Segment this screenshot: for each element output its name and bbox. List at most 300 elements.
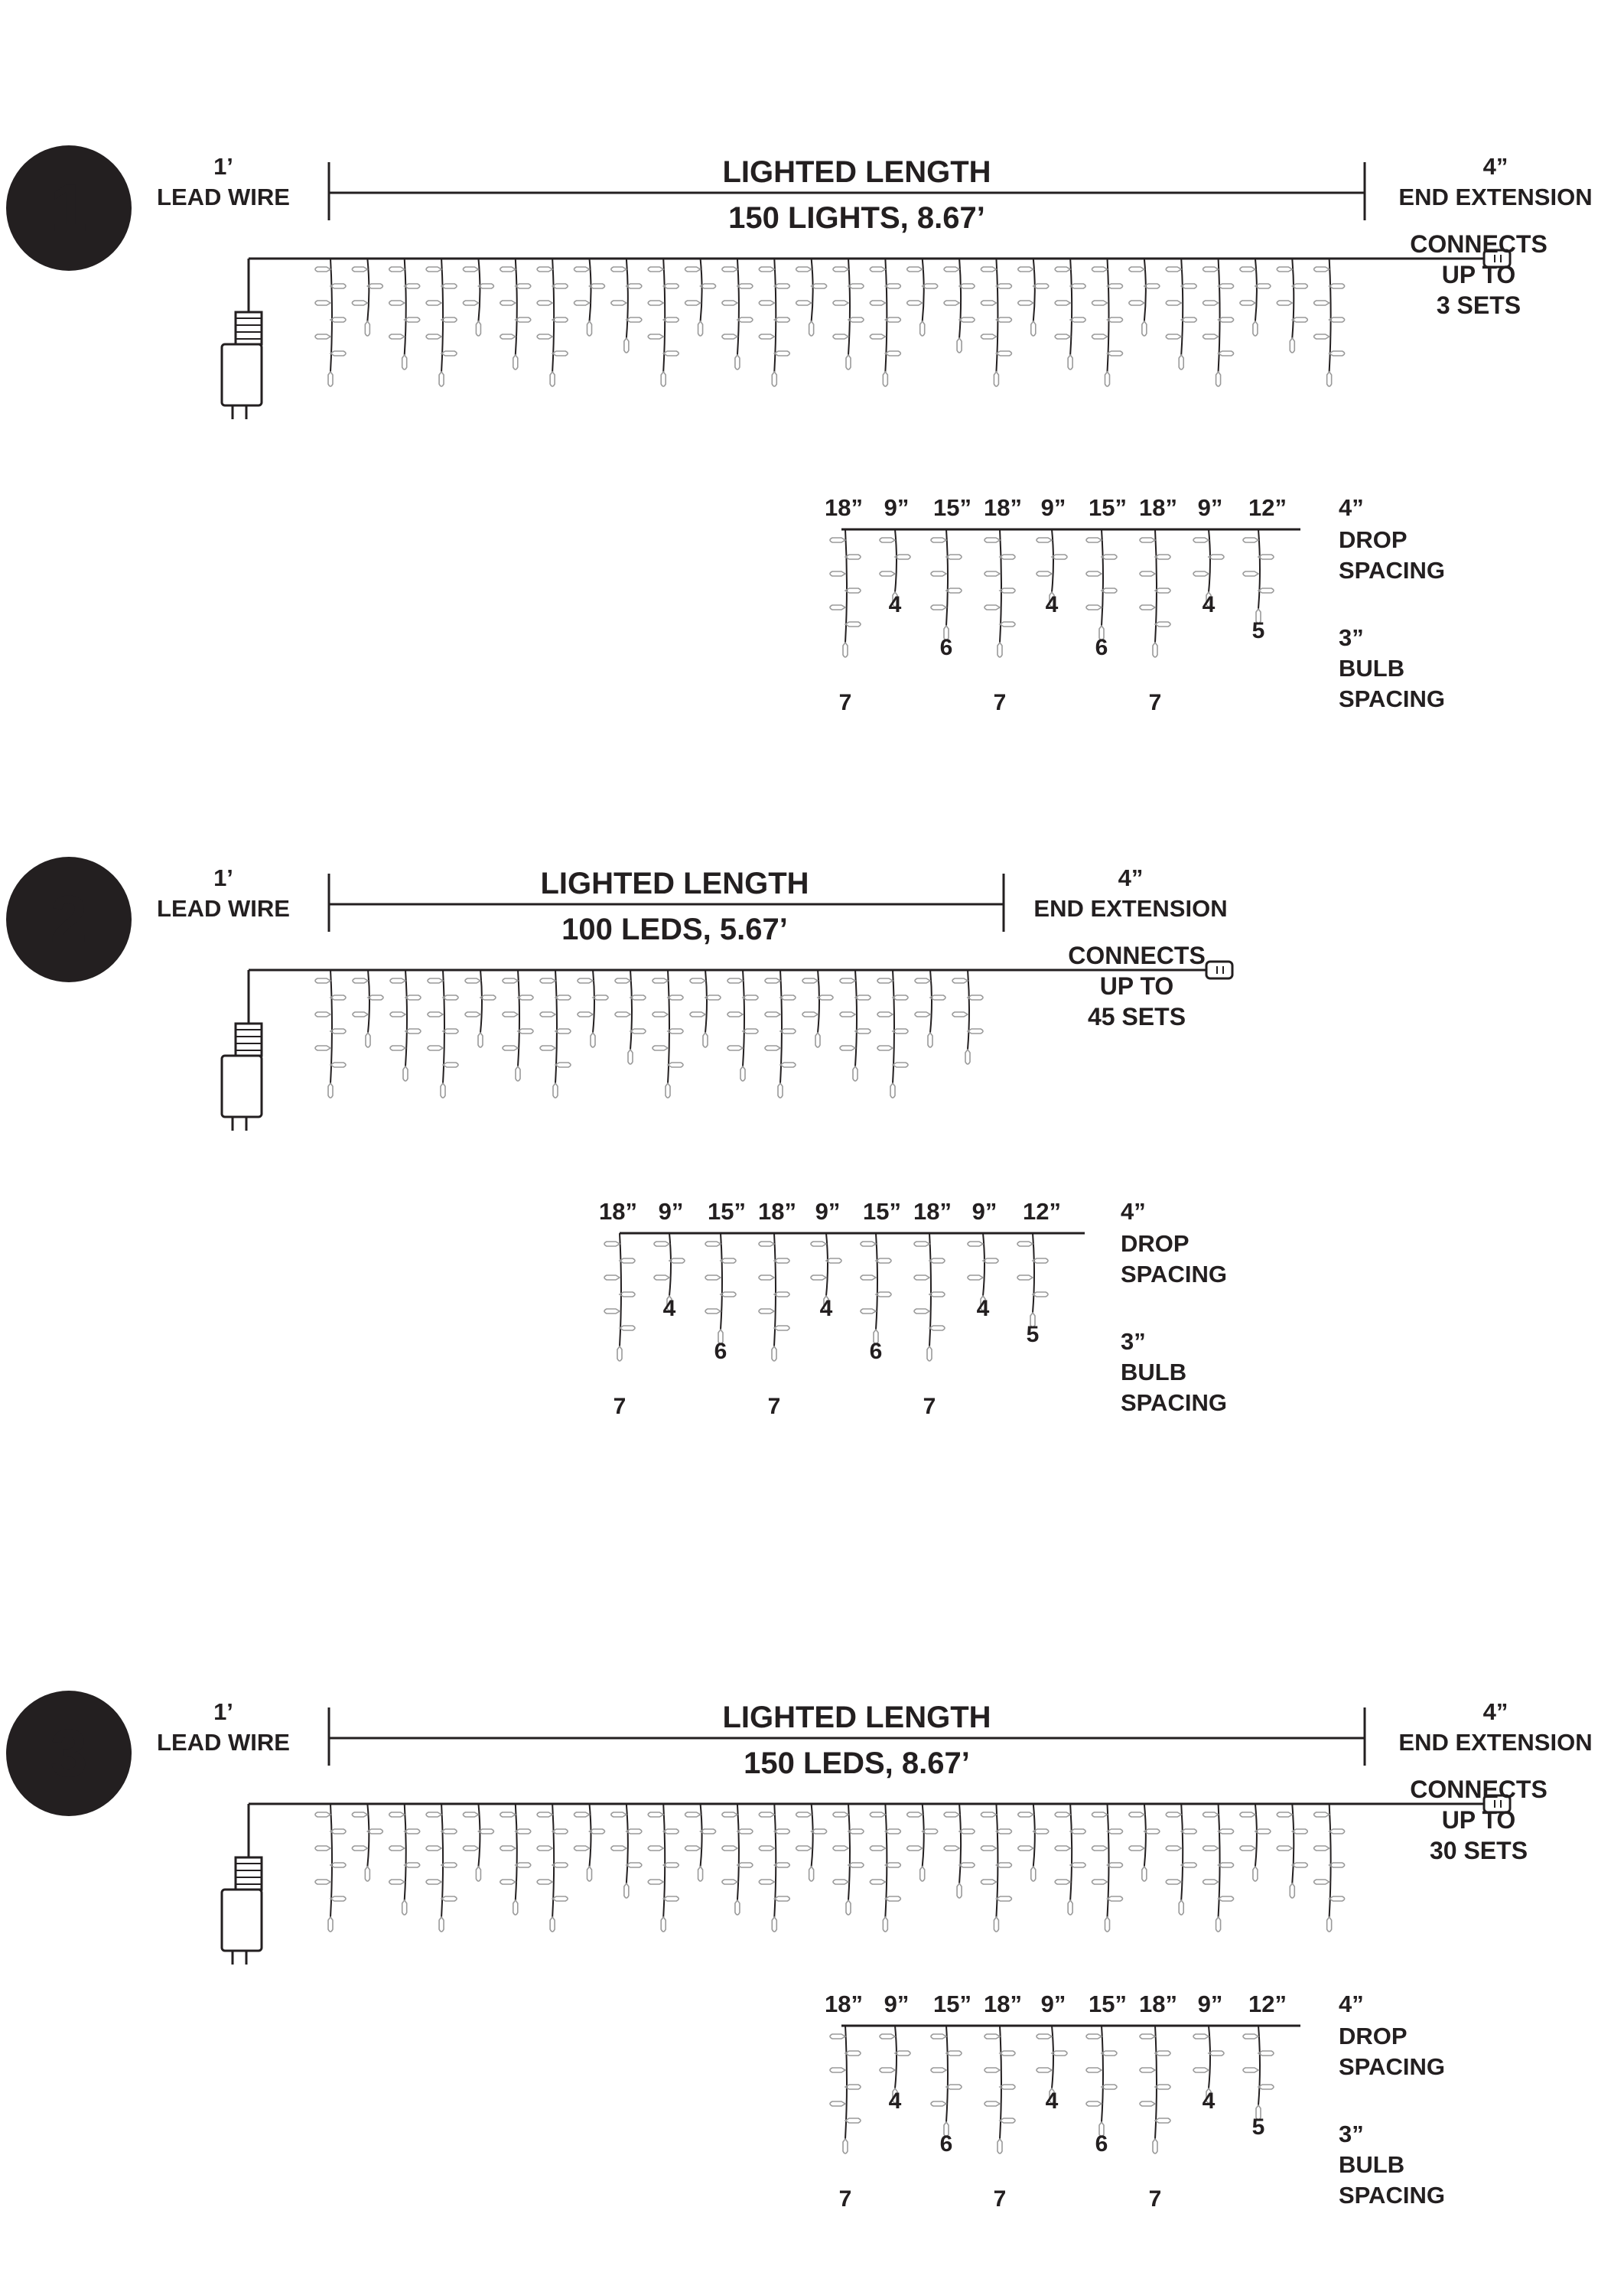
- bulb-icon: [330, 1863, 346, 1867]
- bulb-shape: [1258, 2085, 1274, 2089]
- bulb-icon: [1155, 2118, 1170, 2123]
- bulb-shape: [727, 1046, 743, 1050]
- bulb-icon: [957, 1883, 962, 1898]
- bulb-shape: [330, 284, 346, 288]
- bulb-icon: [1092, 334, 1108, 339]
- bulb-shape: [1129, 1812, 1144, 1817]
- bulb-shape: [500, 1880, 516, 1884]
- bulb-shape: [1253, 1867, 1258, 1881]
- bulb-icon: [1000, 2118, 1015, 2123]
- bulb-icon: [500, 301, 516, 305]
- icicle-drop: [465, 970, 496, 1047]
- bulb-shape: [759, 1812, 774, 1817]
- bulb-icon: [1327, 372, 1332, 386]
- bulb-icon: [774, 1292, 789, 1297]
- bulb-icon: [952, 1012, 968, 1017]
- spacing-header: 18”: [599, 1198, 637, 1225]
- bulb-count: 5: [1026, 1322, 1040, 1347]
- bulb-icon: [1179, 355, 1183, 369]
- bulb-shape: [552, 351, 568, 356]
- bulb-icon: [853, 1066, 858, 1081]
- bulb-shape: [1129, 1846, 1144, 1851]
- bulb-icon: [389, 334, 405, 339]
- bulb-shape: [663, 317, 679, 322]
- drop-wire: [1209, 529, 1210, 592]
- bulb-shape: [1240, 1812, 1255, 1817]
- bulb-icon: [812, 284, 827, 288]
- bulb-icon: [443, 1063, 458, 1067]
- bulb-icon: [690, 1012, 705, 1017]
- bulb-icon: [604, 1309, 620, 1314]
- bulb-shape: [463, 301, 478, 305]
- bulb-icon: [774, 284, 789, 288]
- bulb-shape: [981, 1812, 996, 1817]
- bulb-shape: [555, 1063, 571, 1067]
- icicle-drop: [500, 1804, 531, 1915]
- spacing-header: 18”: [1139, 1991, 1177, 2017]
- bulb-shape: [959, 1829, 975, 1834]
- bulb-shape: [540, 1046, 555, 1050]
- icicle-drop: [1203, 1804, 1234, 1932]
- bulb-icon: [1255, 284, 1271, 288]
- bulb-icon: [1068, 355, 1072, 369]
- bulb-icon: [620, 1326, 635, 1330]
- bulb-shape: [611, 1812, 626, 1817]
- bulb-icon: [1329, 1829, 1345, 1834]
- bulb-icon: [1314, 1846, 1329, 1851]
- bulb-shape: [870, 1812, 885, 1817]
- bulb-shape: [984, 2068, 1000, 2072]
- bulb-shape: [853, 1066, 858, 1081]
- bulb-icon: [1243, 2034, 1258, 2039]
- bulb-icon: [914, 1309, 929, 1314]
- bulb-shape: [740, 1066, 745, 1081]
- bulb-icon: [929, 1258, 945, 1263]
- bulb-shape: [574, 1812, 590, 1817]
- connects-up-to: UP TO: [1441, 1806, 1516, 1834]
- icicle-drop: [870, 1804, 900, 1932]
- bulb-icon: [1000, 588, 1015, 593]
- spacing-header: 18”: [825, 494, 863, 521]
- drop-wire: [518, 970, 519, 1066]
- bulb-shape: [774, 1292, 789, 1297]
- drop-wire: [368, 970, 369, 1033]
- bulb-icon: [1290, 1883, 1294, 1898]
- spacing-header: 9”: [1040, 494, 1066, 521]
- bulb-shape: [513, 355, 518, 369]
- bulb-icon: [1179, 1900, 1183, 1915]
- bulb-icon: [1055, 301, 1070, 305]
- icicle-drop: [796, 1804, 827, 1881]
- bulb-shape: [574, 301, 590, 305]
- icicle-drop: [1203, 259, 1234, 386]
- bulb-icon: [1292, 317, 1307, 322]
- bulb-shape: [907, 301, 923, 305]
- bulb-shape: [1327, 372, 1332, 386]
- drop-wire: [405, 259, 406, 355]
- icicle-drop: [833, 1804, 864, 1915]
- bulb-shape: [876, 1292, 891, 1297]
- bulb-icon: [604, 1242, 620, 1246]
- bulb-icon: [833, 301, 848, 305]
- bulb-icon: [626, 317, 642, 322]
- bulb-shape: [946, 2085, 962, 2089]
- bulb-shape: [668, 1029, 683, 1034]
- bulb-shape: [1181, 317, 1196, 322]
- bulb-icon: [615, 1012, 630, 1017]
- bulb-shape: [367, 1829, 382, 1834]
- bulb-shape: [648, 1812, 663, 1817]
- bulb-shape: [590, 284, 605, 288]
- bulb-icon: [870, 1846, 885, 1851]
- bulb-shape: [855, 995, 871, 1000]
- bulb-icon: [833, 267, 848, 272]
- bulb-shape: [1105, 1917, 1110, 1932]
- bulb-shape: [1140, 605, 1155, 610]
- set-number: 2: [50, 881, 88, 957]
- bulb-shape: [944, 301, 959, 305]
- icicle-drop: [690, 970, 721, 1047]
- bulb-shape: [1329, 317, 1345, 322]
- bulb-shape: [735, 1900, 740, 1915]
- bulb-shape: [931, 2068, 946, 2072]
- bulb-shape: [1000, 588, 1015, 593]
- bulb-icon: [353, 1012, 368, 1017]
- bulb-icon: [685, 301, 701, 305]
- bulb-icon: [315, 334, 330, 339]
- bulb-icon: [802, 978, 818, 983]
- bulb-icon: [1153, 643, 1157, 657]
- bulb-shape: [1037, 2068, 1052, 2072]
- bulb-icon: [840, 1012, 855, 1017]
- icicle-drop: [722, 1804, 753, 1915]
- bulb-icon: [463, 1812, 478, 1817]
- bulb-shape: [885, 351, 900, 356]
- bulb-shape: [1292, 1829, 1307, 1834]
- bulb-icon: [778, 1083, 783, 1098]
- bulb-icon: [737, 284, 753, 288]
- bulb-icon: [516, 284, 531, 288]
- bulb-icon: [315, 1046, 330, 1050]
- bulb-count: 7: [1148, 2186, 1162, 2212]
- bulb-icon: [845, 588, 861, 593]
- bulb-icon: [1203, 1846, 1219, 1851]
- bulb-shape: [330, 351, 346, 356]
- bulb-icon: [478, 1033, 483, 1047]
- lighted-length-subtitle: 150 LIGHTS, 8.67’: [728, 201, 985, 235]
- bulb-shape: [780, 995, 796, 1000]
- bulb-shape: [1292, 317, 1307, 322]
- end-extension-label: END EXTENSION: [1033, 895, 1228, 922]
- bulb-icon: [653, 978, 668, 983]
- drop-wire: [1292, 1804, 1294, 1883]
- bulb-icon: [957, 338, 962, 353]
- drop-wire: [1070, 259, 1072, 355]
- bulb-icon: [1329, 1863, 1345, 1867]
- bulb-icon: [500, 1846, 516, 1851]
- bulb-shape: [914, 1275, 929, 1280]
- bulb-shape: [830, 2068, 845, 2072]
- bulb-icon: [653, 1012, 668, 1017]
- bulb-icon: [727, 978, 743, 983]
- bulb-shape: [1155, 622, 1170, 627]
- bulb-shape: [846, 355, 851, 369]
- bulb-icon: [774, 1863, 789, 1867]
- bulb-icon: [1155, 555, 1170, 559]
- bulb-icon: [1108, 351, 1123, 356]
- bulb-icon: [315, 1812, 330, 1817]
- bulb-icon: [611, 267, 626, 272]
- icicle-drop: [315, 259, 346, 386]
- drop-wire: [630, 970, 632, 1050]
- bulb-icon: [759, 1309, 774, 1314]
- bulb-icon: [663, 351, 679, 356]
- bulb-shape: [722, 1846, 737, 1851]
- bulb-shape: [315, 301, 330, 305]
- icicle-drop: [727, 970, 758, 1081]
- bulb-shape: [743, 1029, 758, 1034]
- bulb-icon: [1193, 538, 1209, 542]
- drop-wire: [1292, 259, 1294, 338]
- plug-body: [222, 1890, 262, 1951]
- lighted-length-title: LIGHTED LENGTH: [722, 155, 991, 189]
- bulb-icon: [968, 1242, 983, 1246]
- bulb-shape: [389, 301, 405, 305]
- bulb-shape: [774, 1326, 789, 1330]
- bulb-icon: [518, 995, 533, 1000]
- bulb-shape: [1108, 1896, 1123, 1901]
- bulb-shape: [811, 1242, 826, 1246]
- drop-spacing-detail: [825, 1991, 1445, 2212]
- spacing-header: 12”: [1248, 1991, 1287, 2017]
- bulb-shape: [778, 1083, 783, 1098]
- bulb-icon: [668, 1029, 683, 1034]
- bulb-shape: [946, 2051, 962, 2056]
- bulb-shape: [893, 1063, 908, 1067]
- bulb-shape: [930, 995, 945, 1000]
- bulb-icon: [703, 1033, 708, 1047]
- bulb-icon: [861, 1242, 876, 1246]
- bulb-icon: [845, 2118, 861, 2123]
- icicle-drop: [1240, 1804, 1271, 1881]
- bulb-icon: [654, 1275, 669, 1280]
- bulb-icon: [1314, 1880, 1329, 1884]
- bulb-shape: [1108, 284, 1123, 288]
- bulb-icon: [1052, 2051, 1067, 2056]
- bulb-icon: [876, 1292, 891, 1297]
- bulb-icon: [848, 1863, 864, 1867]
- bulb-icon: [441, 1863, 457, 1867]
- icicle-drop: [352, 1804, 382, 1881]
- bulb-icon: [1203, 334, 1219, 339]
- bulb-shape: [1033, 1829, 1049, 1834]
- bulb-shape: [1102, 555, 1117, 559]
- bulb-spacing-label: SPACING: [1339, 685, 1445, 712]
- bulb-icon: [705, 995, 721, 1000]
- bulb-icon: [352, 1812, 367, 1817]
- power-plug-icon: [222, 1857, 262, 1965]
- bulb-shape: [648, 301, 663, 305]
- bulb-icon: [923, 1829, 938, 1834]
- bulb-shape: [1240, 301, 1255, 305]
- bulb-shape: [1052, 2051, 1067, 2056]
- bulb-shape: [463, 267, 478, 272]
- bulb-shape: [722, 1812, 737, 1817]
- drop-spacing-label: SPACING: [1121, 1261, 1227, 1287]
- bulb-shape: [1086, 2101, 1102, 2106]
- bulb-shape: [737, 1829, 753, 1834]
- bulb-icon: [914, 1242, 929, 1246]
- drop-wire: [478, 259, 480, 321]
- bulb-shape: [722, 334, 737, 339]
- bulb-icon: [895, 555, 910, 559]
- bulb-shape: [439, 372, 444, 386]
- bulb-icon: [920, 1867, 925, 1881]
- bulb-shape: [883, 372, 887, 386]
- bulb-shape: [1000, 2085, 1015, 2089]
- bulb-icon: [648, 301, 663, 305]
- bulb-icon: [1092, 301, 1108, 305]
- icicle-drop: [389, 1804, 420, 1915]
- bulb-shape: [1166, 267, 1181, 272]
- bulb-icon: [352, 267, 367, 272]
- bulb-shape: [315, 1012, 330, 1017]
- bulb-icon: [946, 2051, 962, 2056]
- bulb-icon: [774, 1829, 789, 1834]
- icicle-drop: [984, 529, 1015, 657]
- icicle-drop: [389, 259, 420, 369]
- icicle-drop: [574, 1804, 605, 1881]
- bulb-icon: [480, 995, 496, 1000]
- bulb-icon: [537, 1812, 552, 1817]
- bulb-icon: [441, 284, 457, 288]
- bulb-shape: [759, 334, 774, 339]
- bulb-icon: [661, 372, 666, 386]
- drop-wire: [516, 1804, 517, 1900]
- drop-wire: [1255, 1804, 1257, 1867]
- bulb-shape: [861, 1242, 876, 1246]
- bulb-shape: [661, 372, 666, 386]
- bulb-shape: [1108, 1863, 1123, 1867]
- bulb-icon: [405, 1829, 420, 1834]
- bulb-shape: [1203, 301, 1219, 305]
- bulb-shape: [845, 2051, 861, 2056]
- bulb-icon: [439, 372, 444, 386]
- bulb-shape: [516, 1066, 520, 1081]
- bulb-icon: [624, 338, 629, 353]
- bulb-shape: [923, 1829, 938, 1834]
- bulb-shape: [1102, 2085, 1117, 2089]
- plug-body: [222, 1056, 262, 1117]
- bulb-icon: [626, 1863, 642, 1867]
- bulb-icon: [1018, 267, 1033, 272]
- bulb-shape: [833, 334, 848, 339]
- bulb-icon: [880, 2034, 895, 2039]
- bulb-icon: [426, 1846, 441, 1851]
- bulb-shape: [390, 1012, 405, 1017]
- icicle-drop: [500, 259, 531, 369]
- bulb-shape: [587, 1867, 592, 1881]
- icicle-drop: [611, 259, 642, 353]
- bulb-shape: [1092, 334, 1108, 339]
- bulb-shape: [578, 978, 593, 983]
- bulb-shape: [845, 2085, 861, 2089]
- bulb-icon: [931, 2034, 946, 2039]
- bulb-shape: [668, 995, 683, 1000]
- drop-wire: [590, 259, 591, 321]
- bulb-icon: [759, 301, 774, 305]
- bulb-shape: [518, 1029, 533, 1034]
- bulb-shape: [513, 1900, 518, 1915]
- bulb-shape: [843, 2139, 848, 2153]
- bulb-icon: [1129, 1812, 1144, 1817]
- icicle-drop: [604, 1233, 635, 1361]
- bulb-icon: [476, 321, 480, 336]
- bulb-icon: [1327, 1917, 1332, 1932]
- bulb-shape: [998, 643, 1002, 657]
- bulb-shape: [931, 538, 946, 542]
- icicle-drop: [315, 1804, 346, 1932]
- bulb-shape: [537, 301, 552, 305]
- drop-wire: [701, 1804, 702, 1867]
- spacing-header: 9”: [971, 1198, 998, 1225]
- bulb-icon: [1108, 317, 1123, 322]
- bulb-icon: [389, 1880, 405, 1884]
- bulb-icon: [931, 571, 946, 576]
- bulb-shape: [389, 1812, 405, 1817]
- bulb-icon: [774, 1258, 789, 1263]
- bulb-shape: [705, 1242, 721, 1246]
- bulb-icon: [537, 1846, 552, 1851]
- connects-up-to: UP TO: [1441, 261, 1516, 288]
- bulb-shape: [330, 1829, 346, 1834]
- bulb-icon: [1314, 334, 1329, 339]
- bulb-count: 5: [1251, 618, 1265, 643]
- connects-label: CONNECTS: [1068, 942, 1206, 969]
- bulb-shape: [1129, 301, 1144, 305]
- bulb-icon: [809, 1867, 814, 1881]
- bulb-shape: [574, 267, 590, 272]
- icicle-drop: [463, 1804, 493, 1881]
- bulb-icon: [861, 1275, 876, 1280]
- bulb-shape: [877, 1012, 893, 1017]
- bulb-icon: [721, 1258, 736, 1263]
- bulb-shape: [698, 321, 703, 336]
- bulb-shape: [812, 1829, 827, 1834]
- drop-wire: [1052, 529, 1053, 592]
- bulb-shape: [830, 571, 845, 576]
- bulb-icon: [727, 1012, 743, 1017]
- bulb-icon: [845, 2085, 861, 2089]
- bulb-shape: [653, 1012, 668, 1017]
- bulb-icon: [722, 334, 737, 339]
- bulb-icon: [685, 267, 701, 272]
- bulb-icon: [1086, 538, 1102, 542]
- bulb-icon: [587, 1867, 592, 1881]
- bulb-shape: [877, 1046, 893, 1050]
- bulb-shape: [796, 1846, 812, 1851]
- bulb-shape: [981, 1846, 996, 1851]
- icicle-drop: [915, 970, 945, 1047]
- bulb-shape: [1102, 588, 1117, 593]
- bulb-shape: [1017, 1275, 1033, 1280]
- bulb-shape: [367, 284, 382, 288]
- bulb-icon: [880, 571, 895, 576]
- bulb-icon: [996, 1896, 1011, 1901]
- bulb-icon: [915, 1012, 930, 1017]
- bulb-shape: [818, 995, 833, 1000]
- bulb-icon: [759, 1812, 774, 1817]
